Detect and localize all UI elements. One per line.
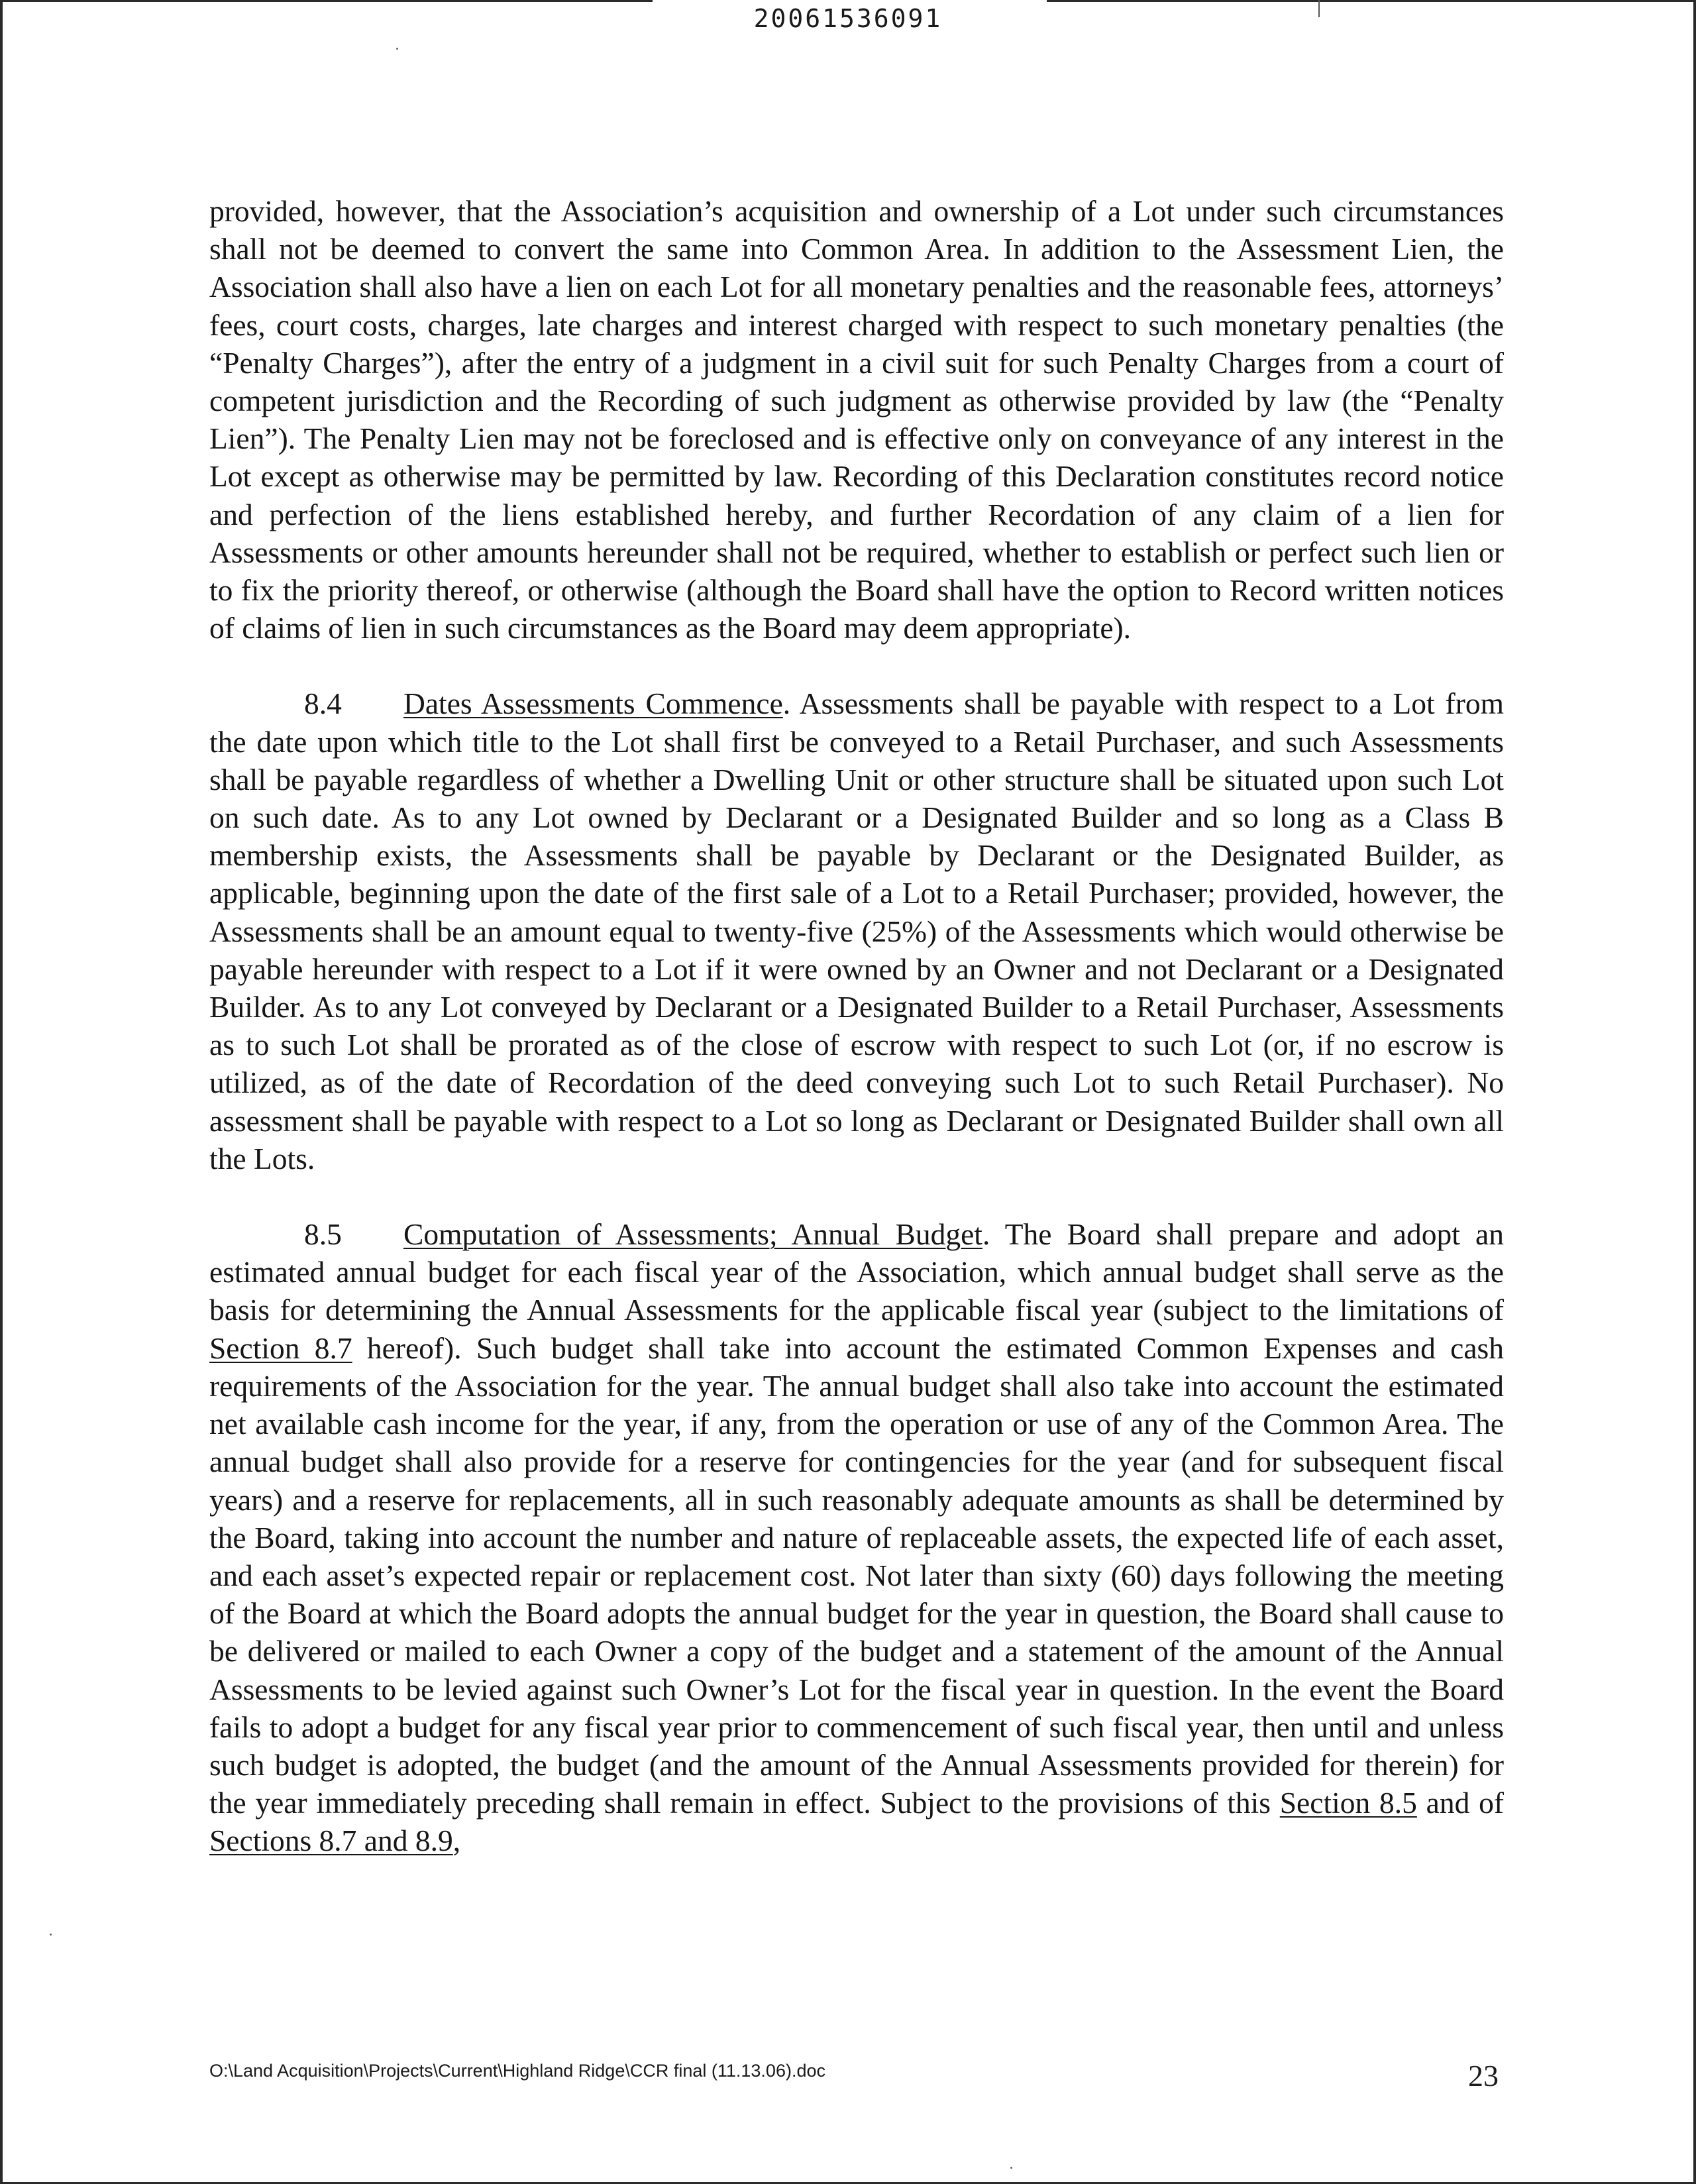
section-number: 8.5 — [304, 1217, 342, 1252]
scan-border-right — [1693, 0, 1696, 2184]
section-8-5 — [209, 1215, 1504, 1859]
section-reference: Section 8.7 — [209, 1331, 352, 1365]
section-number: 8.4 — [304, 686, 342, 721]
section-heading: Computation of Assessments; Annual Budget — [403, 1217, 982, 1252]
page-number: 23 — [1468, 2059, 1499, 2093]
scan-speck — [50, 1934, 52, 1936]
document-body — [209, 192, 1504, 1898]
scan-border-top-left — [0, 0, 653, 2]
section-reference: Sections 8.7 and 8.9 — [209, 1824, 453, 1858]
recording-number: 20061536091 — [753, 4, 943, 33]
section-text: hereof). Such budget shall take into account the estimated Common Expenses and cash requirements of the Association for the year. The annual budget shall also take into account the estimated net available cash income for the year, if any, from the operation or use of any of the Common Area. The annual budget shall also provide for a reserve for contingencies for the year (and for subsequent fiscal years) and a reserve for replacements, all in such reasonably adequate amounts as shall be determined by the Board, taking into account the number and nature of replaceable assets, the expected life of each asset, and each asset’s expected repair or replacement cost. Not later than sixty (60) days following the meeting of the Board at which the Board adopts the annual budget for the year in question, the Board shall cause to be delivered or mailed to each Owner a copy of the budget and a statement of the amount of the Annual Assessments to be levied against such Owner’s Lot for the fiscal year in question. In the event the Board fails to adopt a budget for any fiscal year prior to commencement of such fiscal year, then until and unless such budget is adopted, the budget (and the amount of the Annual Assessments provided for therein) for the year immediately preceding shall remain in effect. Subject to the provisions of this — [209, 1331, 1505, 1820]
section-text: , — [452, 1824, 461, 1858]
section-text: and of — [1416, 1786, 1504, 1820]
scan-speck — [396, 48, 398, 50]
section-text: . Assessments shall be payable with respect to a Lot from the date upon which title to the Lot shall first be conveyed to a Retail Purchaser, and such Assessments shall be payable regardless of whether a Dwelling Unit or other structure shall be situated upon such Lot on such date. As to any Lot owned by Declarant or a Designated Builder and so long as a Class B membership exists, the Assessments shall be payable by Declarant or the Designated Builder, as applicable, beginning upon the date of the first sale of a Lot to a Retail Purchaser; provided, however, the Assessments shall be an amount equal to twenty-five (25%) of the Assessments which would otherwise be payable hereunder with respect to a Lot if it were owned by an Owner and not Declarant or a Designated Builder. As to any Lot conveyed by Declarant or a Designated Builder to a Retail Purchaser, Assessments as to such Lot shall be prorated as of the close of escrow with respect to such Lot (or, if no escrow is utilized, as of the date of Recordation of the deed conveying such Lot to such Retail Purchaser). No assessment shall be payable with respect to a Lot so long as Declarant or Designated Builder shall own all the Lots. — [209, 686, 1505, 1175]
scan-speck — [1010, 2167, 1012, 2169]
section-8-4 — [209, 684, 1504, 1177]
section-text: . The Board shall prepare and adopt an estimated annual budget for each fiscal year of the Association, which annual budget shall serve as the basis for determining the Annual Assessments for the applicable fiscal year (subject to the limitations of — [209, 1217, 1505, 1327]
scan-border-top-right — [1047, 0, 1696, 2]
scan-border-left — [0, 0, 3, 2184]
paragraph-continuation: provided, however, that the Association’s acquisition and ownership of a Lot under such circumstances shall not be deemed to convert the same into Common Area. In addition to the Assessment Lien, the Association shall also have a lien on each Lot for all monetary penalties and the reasonable fees, attorneys’ fees, court costs, charges, late charges and interest charged with respect to such monetary penalties (the “Penalty Charges”), after the entry of a judgment in a civil suit for such Penalty Charges from a court of competent jurisdiction and the Recording of such judgment as otherwise provided by law (the “Penalty Lien”). The Penalty Lien may not be foreclosed and is effective only on conveyance of any interest in the Lot except as otherwise may be permitted by law. Recording of this Declaration constitutes record notice and perfection of the liens established hereby, and further Recordation of any claim of a lien for Assessments or other amounts hereunder shall not be required, whether to establish or perfect such lien or to fix the priority thereof, or otherwise (although the Board shall have the option to Record written notices of claims of lien in such circumstances as the Board may deem appropriate). — [209, 194, 1504, 645]
section-heading: Dates Assessments Commence — [403, 686, 783, 721]
section-reference: Section 8.5 — [1279, 1786, 1417, 1820]
footer-file-path: O:\Land Acquisition\Projects\Current\Highland Ridge\CCR final (11.13.06).doc — [209, 2061, 825, 2081]
